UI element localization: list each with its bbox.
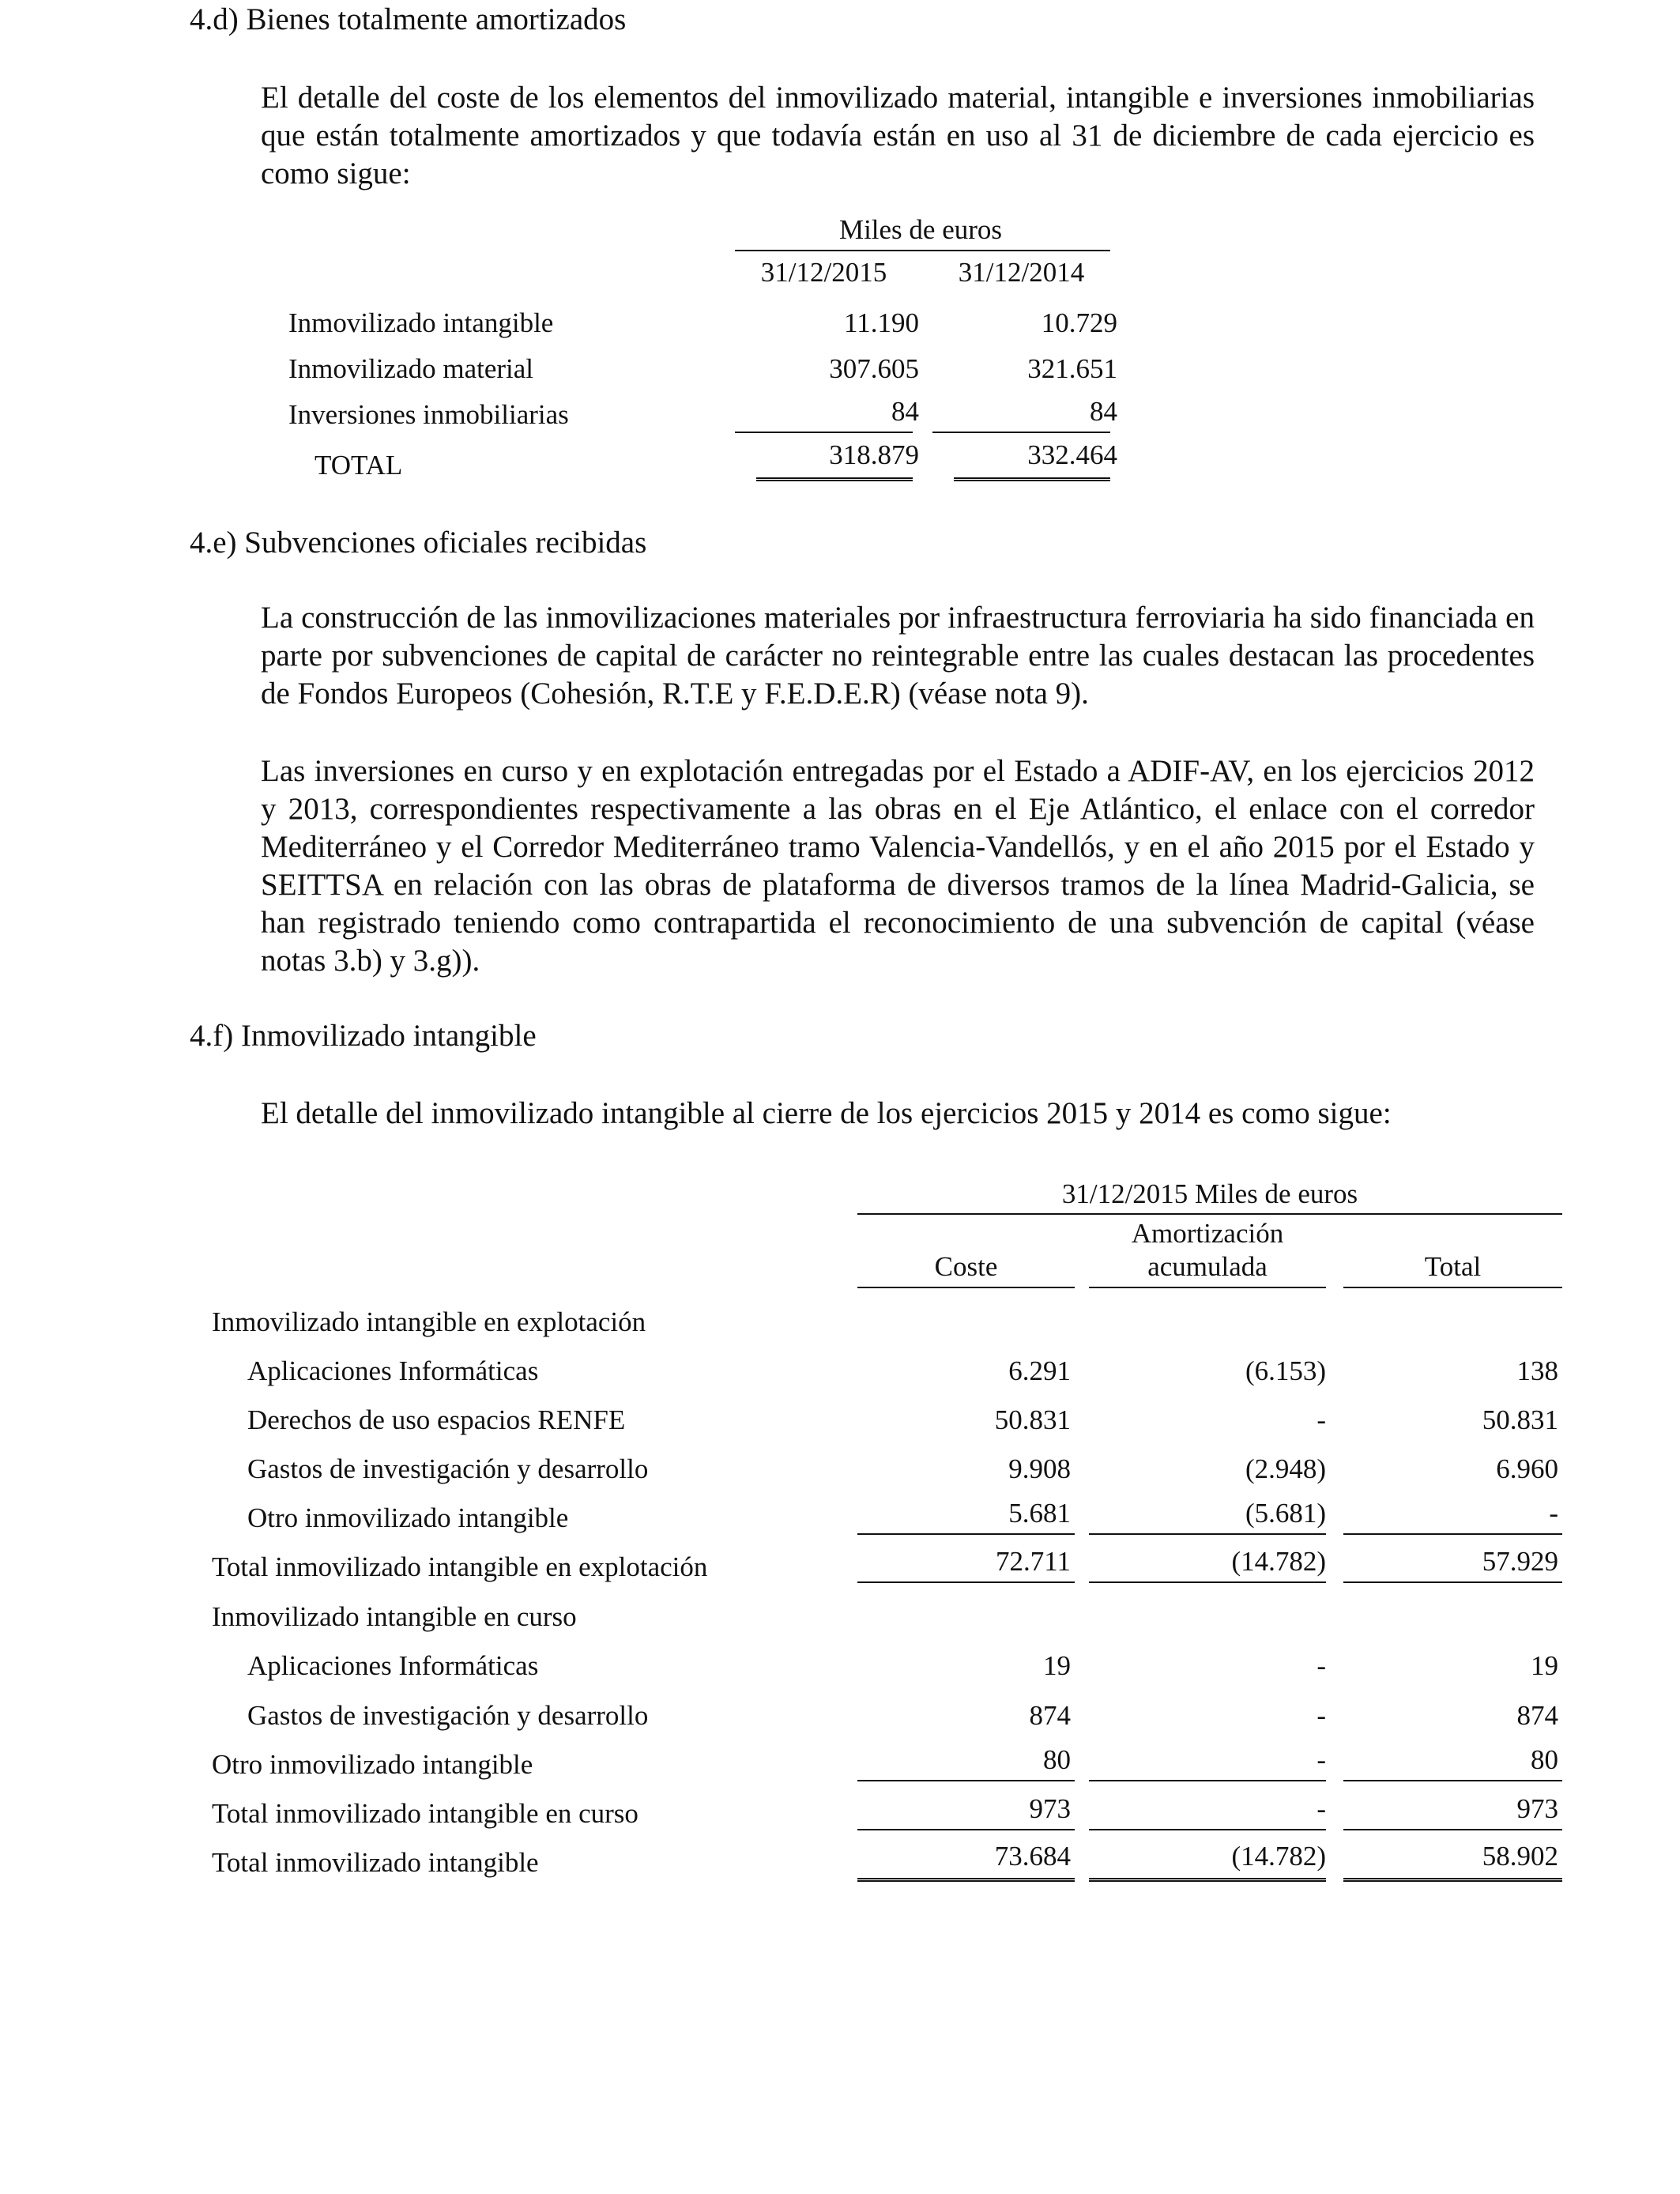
table-f-subtotal-rule: [1089, 1533, 1326, 1535]
paragraph-section-d: El detalle del coste de los elementos del inmovilizado material, intangible e inversiones inmobiliarias que están totalmente amortizados y que todavía están en uso al 31 de diciembre de cada ejercicio es como sigue:: [261, 81, 1535, 190]
table-f-header-rule: [857, 1213, 1562, 1215]
table-f-cell: 57.929: [1482, 1546, 1558, 1577]
table-f-cell: -: [1317, 1744, 1326, 1775]
table-f-row-label: Inmovilizado intangible en explotación: [212, 1306, 646, 1337]
table-f-subtotal-rule: [857, 1581, 1075, 1583]
table-f-col-total: Total: [1424, 1251, 1482, 1282]
table-f-cell: (5.681): [1245, 1498, 1326, 1529]
table-f-total-double-rule: [1343, 1878, 1562, 1882]
table-f-cell: (2.948): [1245, 1453, 1326, 1484]
table-f-subtotal-rule: [857, 1533, 1075, 1535]
table-d-group-header: Miles de euros: [838, 214, 1003, 245]
heading-section-e: 4.e) Subvenciones oficiales recibidas: [190, 526, 647, 560]
table-d-cell: 321.651: [1027, 353, 1117, 384]
table-f-cell: 9.908: [1008, 1453, 1071, 1484]
table-f-cell: 80: [1531, 1744, 1558, 1775]
table-f-subtotal-rule: [1089, 1780, 1326, 1781]
table-f-cell: 973: [1029, 1793, 1071, 1824]
table-d-col-2015: 31/12/2015: [760, 257, 887, 288]
table-f-cell: -: [1549, 1498, 1558, 1529]
table-d-total-cell: 332.464: [1027, 439, 1117, 470]
table-f-total-cell: 58.902: [1482, 1841, 1558, 1872]
table-f-cell: 19: [1043, 1650, 1071, 1681]
table-f-cell: (14.782): [1231, 1546, 1326, 1577]
table-d-col-2014: 31/12/2014: [958, 257, 1085, 288]
table-f-cell: 72.711: [996, 1546, 1071, 1577]
table-f-col-rule: [1089, 1287, 1326, 1288]
table-f-subtotal-rule: [1343, 1780, 1562, 1781]
paragraph-section-e-1: La construcción de las inmovilizaciones materiales por infraestructura ferroviaria ha sido financiada en parte por subvenciones de capital de carácter no reintegrable entre las cuales destacan las procedentes de Fondos Europeos (Cohesión, R.T.E y F.E.D.E.R) (véase nota 9).: [261, 601, 1535, 711]
table-d-row-label: Inversiones inmobiliarias: [288, 399, 569, 430]
table-f-row-label: Otro inmovilizado intangible: [212, 1749, 533, 1780]
table-d-cell: 11.190: [844, 307, 919, 338]
table-d-total-double-rule: [954, 477, 1110, 481]
table-f-row-label: Aplicaciones Informáticas: [247, 1355, 539, 1386]
table-f-cell: 80: [1043, 1744, 1071, 1775]
table-f-cell: 6.291: [1008, 1355, 1071, 1386]
table-f-row-label: Total inmovilizado intangible en explotación: [212, 1551, 708, 1582]
table-f-total-cell: 73.684: [994, 1841, 1071, 1872]
table-f-total-double-rule: [857, 1878, 1075, 1882]
table-f-subtotal-rule: [1089, 1829, 1326, 1830]
table-f-row-label: Gastos de investigación y desarrollo: [247, 1700, 649, 1731]
table-f-subtotal-rule: [1089, 1581, 1326, 1583]
table-f-cell: -: [1317, 1700, 1326, 1731]
table-d-subtotal-rule: [932, 432, 1110, 433]
table-f-cell: 874: [1029, 1700, 1071, 1731]
table-f-cell: 50.831: [1482, 1404, 1558, 1435]
table-f-subtotal-rule: [1343, 1829, 1562, 1830]
table-f-cell: 138: [1516, 1355, 1558, 1386]
table-f-subtotal-rule: [1343, 1581, 1562, 1583]
table-d-cell: 84: [1090, 396, 1117, 427]
heading-section-d: 4.d) Bienes totalmente amortizados: [190, 2, 627, 36]
table-f-subtotal-rule: [857, 1780, 1075, 1781]
table-f-row-label: Inmovilizado intangible en curso: [212, 1601, 577, 1632]
table-d-cell: 84: [891, 396, 919, 427]
table-f-row-label: Aplicaciones Informáticas: [247, 1650, 539, 1681]
table-f-cell: 5.681: [1008, 1498, 1071, 1529]
table-f-subtotal-rule: [1343, 1533, 1562, 1535]
table-f-cell: 6.960: [1496, 1453, 1558, 1484]
table-d-cell: 307.605: [829, 353, 919, 384]
table-f-subtotal-rule: [857, 1829, 1075, 1830]
table-d-row-label: Inmovilizado intangible: [288, 307, 554, 338]
table-f-cell: -: [1317, 1404, 1326, 1435]
table-f-total-label: Total inmovilizado intangible: [212, 1847, 539, 1878]
table-f-cell: -: [1317, 1793, 1326, 1824]
table-d-total-cell: 318.879: [829, 439, 919, 470]
table-f-cell: 973: [1516, 1793, 1558, 1824]
table-f-col-coste: Coste: [934, 1251, 998, 1282]
table-f-group-header: 31/12/2015 Miles de euros: [1061, 1178, 1358, 1209]
table-f-col-rule: [857, 1287, 1075, 1288]
table-f-cell: 50.831: [994, 1404, 1071, 1435]
table-f-row-label: Total inmovilizado intangible en curso: [212, 1798, 638, 1829]
table-d-total-double-rule: [756, 477, 913, 481]
table-d-total-label: TOTAL: [315, 450, 403, 481]
table-f-row-label: Gastos de investigación y desarrollo: [247, 1453, 649, 1484]
paragraph-section-e-2: Las inversiones en curso y en explotación entregadas por el Estado a ADIF-AV, en los ejercicios 2012 y 2013, correspondientes respectivamente a las obras en el Eje Atlántico, el enlace con el corredor Mediterráneo y el Corredor Mediterráneo tramo Valencia-Vandellós, y en el año 2015 por el Estado y SEITTSA en relación con las obras de plataforma de diversos tramos de la línea Madrid-Galicia, se han registrado teniendo como contrapartida el reconocimiento de una subvención de capital (véase notas 3.b) y 3.g)).: [261, 754, 1535, 978]
table-f-row-label: Otro inmovilizado intangible: [247, 1502, 569, 1533]
table-f-cell: (6.153): [1245, 1355, 1326, 1386]
table-f-col-rule: [1343, 1287, 1562, 1288]
table-f-cell: 874: [1516, 1700, 1558, 1731]
paragraph-section-f: El detalle del inmovilizado intangible al cierre de los ejercicios 2015 y 2014 es como sigue:: [261, 1096, 1392, 1130]
table-f-cell: -: [1317, 1650, 1326, 1681]
heading-section-f: 4.f) Inmovilizado intangible: [190, 1019, 537, 1053]
table-f-col-acumulada: acumulada: [1147, 1251, 1268, 1282]
table-f-total-cell: (14.782): [1231, 1841, 1326, 1872]
table-d-cell: 10.729: [1041, 307, 1117, 338]
table-f-cell: 19: [1531, 1650, 1558, 1681]
table-d-subtotal-rule: [735, 432, 913, 433]
table-f-col-amortizacion: Amortización: [1131, 1218, 1284, 1249]
table-d-header-rule: [735, 250, 1110, 251]
table-d-row-label: Inmovilizado material: [288, 353, 534, 384]
table-f-total-double-rule: [1089, 1878, 1326, 1882]
table-f-row-label: Derechos de uso espacios RENFE: [247, 1404, 626, 1435]
